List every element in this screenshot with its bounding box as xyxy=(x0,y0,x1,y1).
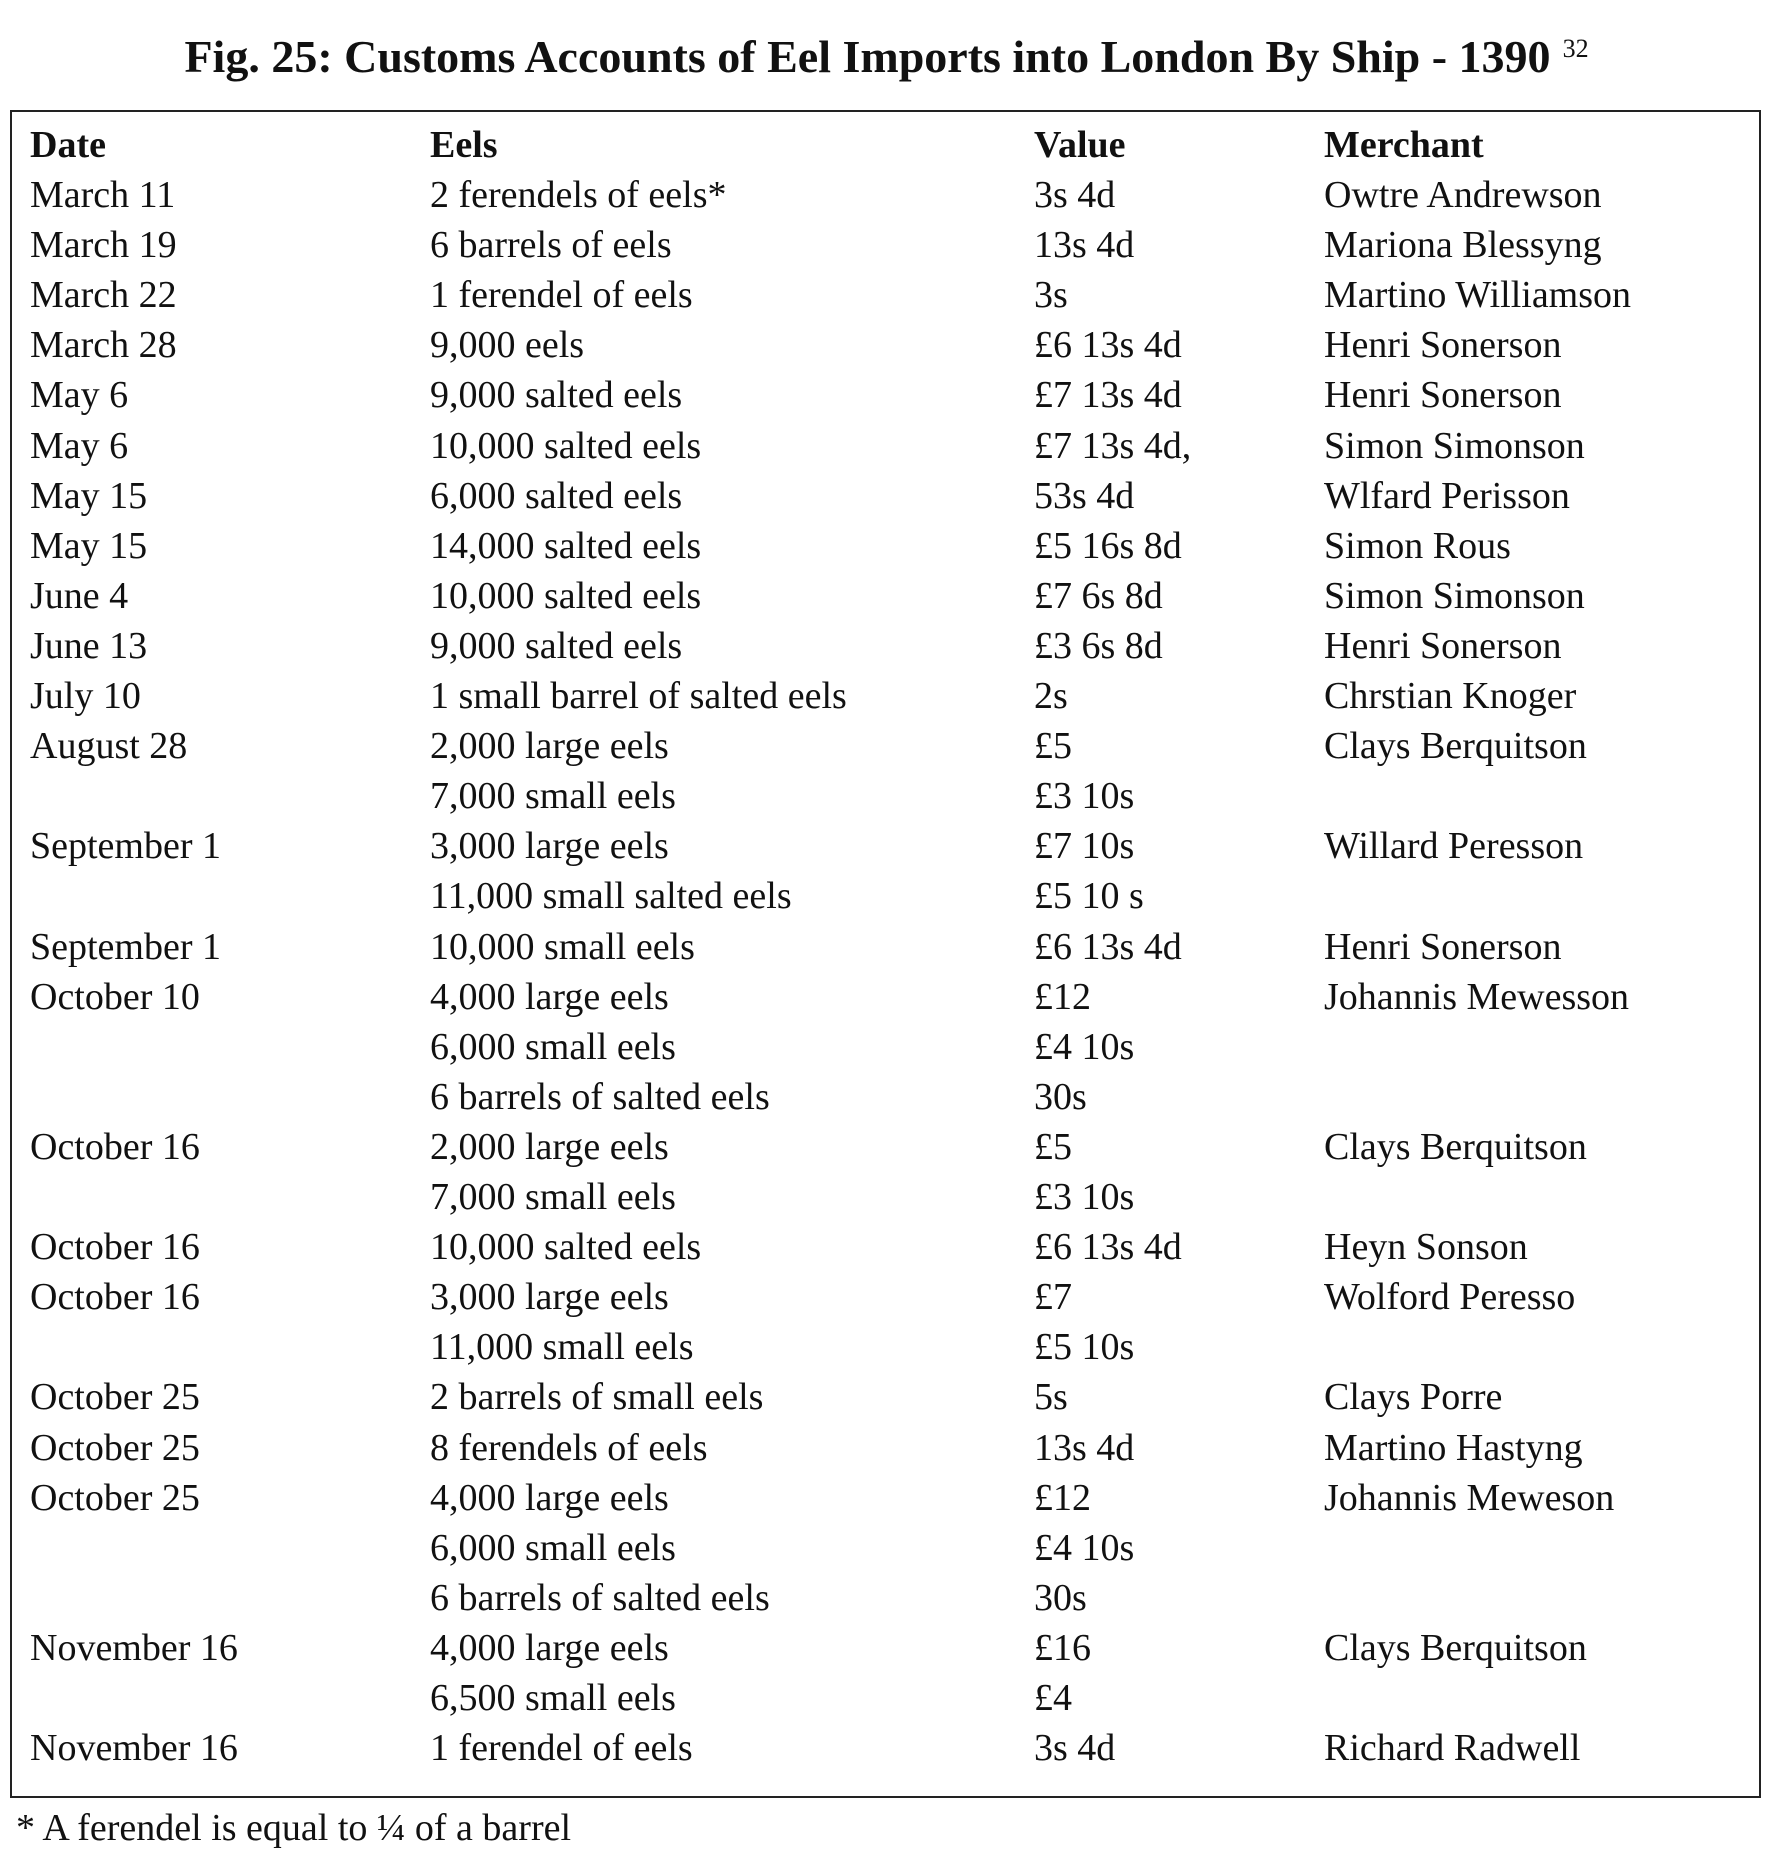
cell-merchant: Henri Sonerson xyxy=(1324,624,1562,667)
cell-merchant: Johannis Mewesson xyxy=(1324,975,1630,1018)
table-row xyxy=(12,521,1759,571)
cell-value: £6 13s 4d xyxy=(1034,925,1182,968)
cell-eels: 9,000 salted eels xyxy=(430,374,683,417)
cell-value: 5s xyxy=(1034,1376,1068,1419)
table-row xyxy=(12,621,1759,671)
cell-date: June 4 xyxy=(30,574,129,617)
table-row xyxy=(12,1272,1759,1322)
table-row xyxy=(12,270,1759,320)
cell-date: October 25 xyxy=(30,1476,200,1519)
cell-merchant: Henri Sonerson xyxy=(1324,925,1562,968)
table-header-row xyxy=(12,120,1759,170)
cell-merchant: Owtre Andrewson xyxy=(1324,174,1602,216)
cell-value: £3 10s xyxy=(1034,775,1135,818)
table-row xyxy=(12,721,1759,771)
cell-eels: 6,000 small eels xyxy=(430,1526,676,1569)
cell-value: £3 10s xyxy=(1034,1176,1135,1218)
cell-merchant: Simon Simonson xyxy=(1324,424,1585,467)
column-header-eels: Eels xyxy=(430,124,498,166)
cell-date: June 13 xyxy=(30,624,148,667)
cell-eels: 7,000 small eels xyxy=(430,775,676,818)
cell-eels: 2 ferendels of eels* xyxy=(430,174,727,216)
cell-merchant: Mariona Blessyng xyxy=(1324,224,1602,267)
cell-date: November 16 xyxy=(30,1626,238,1669)
cell-merchant: Wlfard Perisson xyxy=(1324,474,1570,517)
footnote-reference: 32 xyxy=(1562,34,1589,63)
cell-date: October 16 xyxy=(30,1276,200,1319)
cell-value: 30s xyxy=(1034,1075,1087,1118)
cell-merchant: Martino Hastyng xyxy=(1324,1426,1583,1469)
cell-merchant: Heyn Sonson xyxy=(1324,1226,1528,1269)
column-header-merchant: Merchant xyxy=(1324,124,1484,166)
cell-eels: 6 barrels of salted eels xyxy=(430,1576,770,1619)
column-header-date: Date xyxy=(30,124,106,166)
cell-value: 3s 4d xyxy=(1034,174,1116,216)
cell-eels: 10,000 small eels xyxy=(430,925,695,968)
cell-date: October 25 xyxy=(30,1376,200,1419)
cell-value: 13s 4d xyxy=(1034,1426,1135,1469)
cell-eels: 10,000 salted eels xyxy=(430,1226,702,1269)
cell-eels: 6,000 small eels xyxy=(430,1025,676,1068)
table-row xyxy=(12,1122,1759,1172)
cell-value: £7 xyxy=(1034,1276,1072,1319)
cell-date: July 10 xyxy=(30,675,141,717)
cell-value: £7 6s 8d xyxy=(1034,574,1163,617)
cell-merchant: Chrstian Knoger xyxy=(1324,675,1577,717)
figure-title-text: Fig. 25: Customs Accounts of Eel Imports into London By Ship - 1390 xyxy=(184,31,1551,82)
cell-value: £6 13s 4d xyxy=(1034,324,1182,367)
table-row xyxy=(12,1423,1759,1473)
column-header-value: Value xyxy=(1034,124,1126,166)
table-row xyxy=(12,771,1759,821)
table-row xyxy=(12,220,1759,270)
table-row xyxy=(12,821,1759,871)
cell-merchant: Henri Sonerson xyxy=(1324,374,1562,417)
cell-value: £7 13s 4d, xyxy=(1034,424,1192,467)
cell-eels: 11,000 small eels xyxy=(430,1326,694,1369)
cell-date: October 10 xyxy=(30,975,200,1018)
cell-eels: 6,000 salted eels xyxy=(430,474,683,517)
cell-merchant: Henri Sonerson xyxy=(1324,324,1562,367)
cell-eels: 10,000 salted eels xyxy=(430,574,702,617)
cell-eels: 4,000 large eels xyxy=(430,1476,669,1519)
cell-eels: 2,000 large eels xyxy=(430,725,669,768)
cell-merchant: Clays Porre xyxy=(1324,1376,1503,1419)
cell-eels: 9,000 salted eels xyxy=(430,624,683,667)
cell-merchant: Willard Peresson xyxy=(1324,825,1584,868)
cell-eels: 11,000 small salted eels xyxy=(430,875,792,918)
cell-eels: 6,500 small eels xyxy=(430,1677,676,1719)
cell-value: £5 xyxy=(1034,1125,1072,1168)
cell-eels: 6 barrels of eels xyxy=(430,224,672,267)
cell-eels: 1 ferendel of eels xyxy=(430,1727,693,1770)
cell-value: 13s 4d xyxy=(1034,224,1135,267)
cell-merchant: Clays Berquitson xyxy=(1324,1626,1587,1669)
cell-date: March 22 xyxy=(30,274,177,317)
cell-eels: 1 small barrel of salted eels xyxy=(430,675,847,717)
cell-value: £3 6s 8d xyxy=(1034,624,1163,667)
table-row xyxy=(12,1222,1759,1272)
cell-eels: 4,000 large eels xyxy=(430,975,669,1018)
table-row xyxy=(12,1523,1759,1573)
cell-eels: 8 ferendels of eels xyxy=(430,1426,708,1469)
cell-date: October 16 xyxy=(30,1125,200,1168)
cell-date: May 15 xyxy=(30,524,148,567)
cell-date: October 16 xyxy=(30,1226,200,1269)
cell-value: £4 10s xyxy=(1034,1025,1135,1068)
figure-title xyxy=(0,22,1773,92)
cell-value: £7 13s 4d xyxy=(1034,374,1182,417)
cell-eels: 2 barrels of small eels xyxy=(430,1376,764,1419)
cell-value: £12 xyxy=(1034,1476,1091,1519)
cell-value: £7 10s xyxy=(1034,825,1135,868)
cell-value: 53s 4d xyxy=(1034,474,1135,517)
cell-merchant: Clays Berquitson xyxy=(1324,1125,1587,1168)
cell-date: September 1 xyxy=(30,925,222,968)
table-row xyxy=(12,1072,1759,1122)
cell-eels: 7,000 small eels xyxy=(430,1176,676,1218)
table-row xyxy=(12,1623,1759,1673)
cell-date: March 11 xyxy=(30,174,176,216)
cell-date: October 25 xyxy=(30,1426,200,1469)
cell-date: May 6 xyxy=(30,424,129,467)
table-row xyxy=(12,1172,1759,1222)
cell-merchant: Clays Berquitson xyxy=(1324,725,1587,768)
cell-value: 30s xyxy=(1034,1576,1087,1619)
table-row xyxy=(12,972,1759,1022)
cell-value: 2s xyxy=(1034,675,1068,717)
cell-eels: 3,000 large eels xyxy=(430,825,669,868)
cell-value: £4 10s xyxy=(1034,1526,1135,1569)
table-row xyxy=(12,1473,1759,1523)
cell-eels: 4,000 large eels xyxy=(430,1626,669,1669)
table-row xyxy=(12,471,1759,521)
cell-eels: 3,000 large eels xyxy=(430,1276,669,1319)
table-row xyxy=(12,1573,1759,1623)
cell-date: March 19 xyxy=(30,224,177,267)
table-row xyxy=(12,871,1759,921)
cell-date: May 6 xyxy=(30,374,129,417)
cell-eels: 9,000 eels xyxy=(430,324,585,367)
table-row xyxy=(12,320,1759,370)
table-row xyxy=(12,1723,1759,1773)
cell-value: £6 13s 4d xyxy=(1034,1226,1182,1269)
cell-date: August 28 xyxy=(30,725,188,768)
cell-eels: 14,000 salted eels xyxy=(430,524,702,567)
table-row xyxy=(12,421,1759,471)
table-row xyxy=(12,671,1759,721)
cell-value: £5 xyxy=(1034,725,1072,768)
cell-date: May 15 xyxy=(30,474,148,517)
cell-eels: 10,000 salted eels xyxy=(430,424,702,467)
cell-value: £4 xyxy=(1034,1677,1072,1719)
table-row xyxy=(12,1022,1759,1072)
table-row xyxy=(12,1322,1759,1372)
customs-table xyxy=(10,110,1761,1798)
cell-eels: 2,000 large eels xyxy=(430,1125,669,1168)
cell-merchant: Simon Simonson xyxy=(1324,574,1585,617)
table-row xyxy=(12,571,1759,621)
table-row xyxy=(12,370,1759,420)
cell-merchant: Richard Radwell xyxy=(1324,1727,1581,1770)
cell-date: November 16 xyxy=(30,1727,238,1770)
cell-eels: 6 barrels of salted eels xyxy=(430,1075,770,1118)
cell-value: 3s 4d xyxy=(1034,1727,1116,1770)
footnote: * A ferendel is equal to ¼ of a barrel xyxy=(16,1807,572,1849)
cell-merchant: Simon Rous xyxy=(1324,524,1511,567)
cell-merchant: Wolford Peresso xyxy=(1324,1276,1576,1319)
cell-value: £16 xyxy=(1034,1626,1091,1669)
cell-value: 3s xyxy=(1034,274,1068,317)
cell-merchant: Johannis Meweson xyxy=(1324,1476,1615,1519)
cell-value: £5 16s 8d xyxy=(1034,524,1182,567)
cell-value: £5 10 s xyxy=(1034,875,1144,918)
cell-value: £5 10s xyxy=(1034,1326,1135,1369)
table-row xyxy=(12,170,1759,220)
cell-value: £12 xyxy=(1034,975,1091,1018)
cell-date: September 1 xyxy=(30,825,222,868)
table-row xyxy=(12,922,1759,972)
table-row xyxy=(12,1673,1759,1723)
cell-date: March 28 xyxy=(30,324,177,367)
cell-merchant: Martino Williamson xyxy=(1324,274,1632,317)
table-row xyxy=(12,1372,1759,1422)
cell-eels: 1 ferendel of eels xyxy=(430,274,693,317)
